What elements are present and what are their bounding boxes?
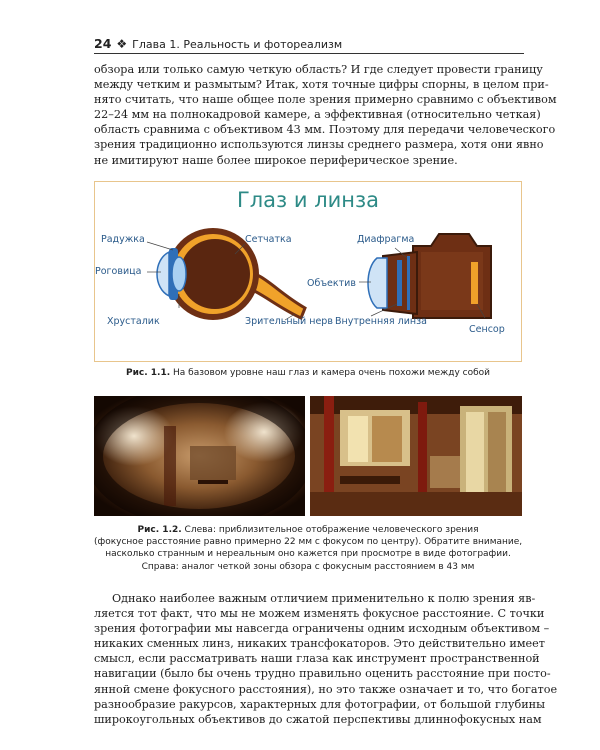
text-line: широкоугольных объективов до сжатой перспективы длиннофокусных нам: [94, 712, 542, 726]
figure-title: Глаз и линза: [236, 188, 380, 212]
label-lens: Хрусталик: [107, 316, 160, 327]
figure1-caption-label: Рис. 1.1.: [126, 368, 171, 378]
figure2-caption: [94, 524, 522, 573]
text-line: обзора или только самую четкую область? И где следует провести границу: [94, 63, 543, 76]
text-line: между четким и размытым? Итак, хотя точные цифры спорны, в целом при-: [94, 78, 549, 92]
figure2-caption-line: (фокусное расстояние равно примерно 22 мм с фокусом по центру). Обратите внимание,: [94, 537, 523, 548]
page-number: 24: [94, 36, 112, 51]
header-rule: [94, 53, 524, 54]
text-line: 22–24 мм на полнокадровой камере, а эффективная (относительно четкая): [94, 108, 541, 122]
text-line: разнообразие ракурсов, характерных для фотографии, от большой глубины: [94, 697, 546, 711]
figure2-caption-line: насколько странным и нереальным оно кажется при просмотре в виде фотографии.: [105, 549, 511, 560]
eye-camera-diagram: [95, 182, 523, 363]
label-inner-lens: Внутренняя линза: [335, 316, 427, 327]
photo-43mm-equivalent: [310, 396, 522, 516]
chapter-title: Глава 1. Реальность и фотореализм: [132, 38, 343, 51]
label-objective: Объектив: [307, 278, 356, 289]
text-line: Однако наиболее важным отличием применительно к полю зрения яв-: [112, 592, 536, 605]
figure1-caption: [94, 368, 522, 378]
label-diaphragm: Диафрагма: [357, 234, 415, 245]
label-optic-nerve: Зрительный нерв: [245, 316, 333, 327]
figure2-caption-line: Справа: аналог четкой зоны обзора с фокусным расстоянием в 43 мм: [141, 561, 475, 572]
text-line: янной смене фокусного расстояния), но это также означает и то, что богатое: [94, 682, 558, 696]
figure2-caption-label: Рис. 1.2.: [137, 525, 182, 535]
photo-human-vision: [94, 396, 305, 516]
text-line: не имитируют наше более широкое периферическое зрение.: [94, 153, 458, 167]
figure-eye-and-lens: [94, 181, 522, 362]
text-line: никаких сменных линз, никаких трансфокаторов. Это действительно имеет: [94, 637, 545, 651]
text-line: ляется тот факт, что мы не можем изменять фокусное расстояние. С точки: [94, 607, 545, 621]
label-retina: Сетчатка: [245, 234, 292, 245]
text-line: зрения фотографии мы навсегда ограничены одним исходным объективом –: [94, 622, 550, 636]
page-header: [94, 36, 524, 51]
figure1-caption-text: На базовом уровне наш глаз и камера очень похожи между собой: [173, 368, 490, 378]
text-line: смысл, если рассматривать наши глаза как инструмент пространственной: [94, 652, 540, 666]
camera-illustration: [368, 234, 491, 318]
text-line: нято считать, что наше общее поле зрения примерно сравнимо с объективом: [94, 93, 557, 107]
figure2-caption-line: Слева: приблизительное отображение человеческого зрения: [184, 525, 479, 535]
ornament-icon: ❖: [116, 37, 128, 51]
label-cornea: Роговица: [95, 266, 142, 277]
label-iris: Радужка: [101, 234, 145, 245]
top-paragraph: [94, 62, 557, 168]
label-sensor: Сенсор: [469, 324, 505, 335]
text-line: зрения традиционно используются линзы среднего размера, хотя они явно: [94, 138, 544, 152]
text-line: область сравнима с объективом 43 мм. Поэтому для передачи человеческого: [94, 123, 556, 137]
bottom-paragraph: [94, 591, 558, 727]
text-line: навигации (было бы очень трудно правильно оценить расстояние при посто-: [94, 667, 551, 681]
